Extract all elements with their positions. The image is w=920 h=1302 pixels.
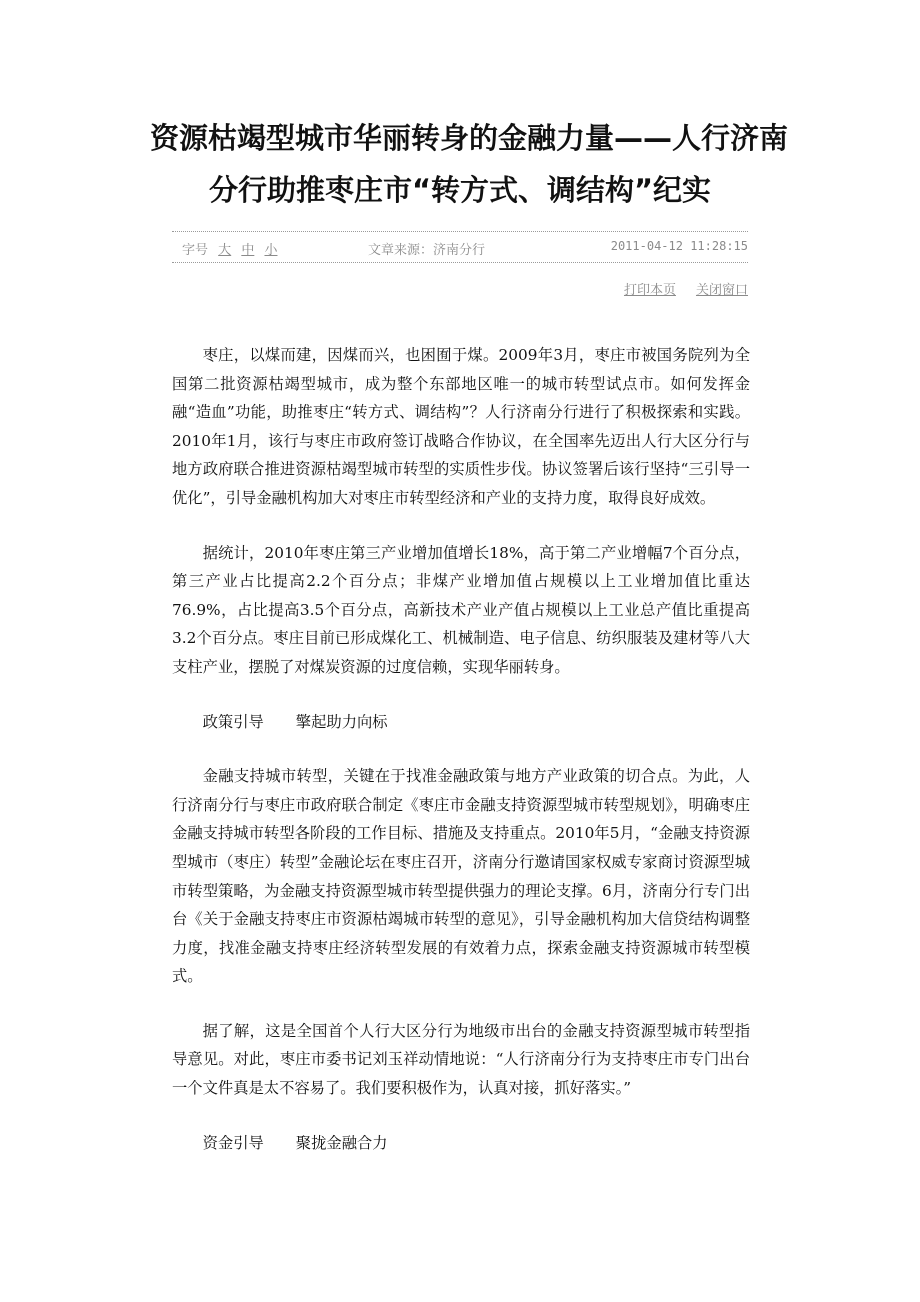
paragraph: 据了解，这是全国首个人行大区分行为地级市出台的金融支持资源型城市转型指导意见。对此，枣庄市委书记刘玉祥动情地说：“人行济南分行为支持枣庄市专门出台一个文件真是太不容易了。我们要积极作为，认真对接，抓好落实。” <box>172 1021 750 1098</box>
print-page-link[interactable]: 打印本页 <box>623 283 676 298</box>
section-heading <box>172 1129 750 1158</box>
meta-divider-bottom <box>172 262 748 263</box>
font-size-label: 字号 <box>182 243 209 258</box>
section-heading <box>172 708 750 737</box>
paragraph: 金融支持城市转型，关键在于找准金融政策与地方产业政策的切合点。为此，人行济南分行与枣庄市政府联合制定《枣庄市金融支持资源型城市转型规划》，明确枣庄金融支持城市转型各阶段的工作目标、措施及支持重点。2010年5月，“金融支持资源型城市（枣庄）转型”金融论坛在枣庄召开，济南分行邀请国家权威专家商讨资源型城市转型策略，为金融支持资源型城市转型提供强力的理论支撑。6月，济南分行专门出台《关于金融支持枣庄市资源枯竭城市转型的意见》，引导金融机构加大信贷结构调整力度，找准金融支持枣庄经济转型发展的有效着力点，探索金融支持资源城市转型模式。 <box>172 767 750 986</box>
close-window-link[interactable]: 关闭窗口 <box>695 283 748 298</box>
font-size-selector <box>182 239 277 258</box>
meta-divider-top <box>172 231 748 232</box>
article-body <box>172 341 750 1183</box>
font-size-large-link[interactable]: 大 <box>218 243 232 258</box>
article-title-line-2: 分行助推枣庄市“转方式、调结构”纪实 <box>208 173 712 207</box>
article-tools <box>624 279 748 298</box>
paragraph: 枣庄，以煤而建，因煤而兴，也困囿于煤。2009年3月，枣庄市被国务院列为全国第二批资源枯竭型城市，成为整个东部地区唯一的城市转型试点市。如何发挥金融“造血”功能，助推枣庄“转方式、调结构”？人行济南分行进行了积极探索和实践。2010年1月，该行与枣庄市政府签订战略合作协议，在全国率先迈出人行大区分行与地方政府联合推进资源枯竭型城市转型的实质性步伐。协议签署后该行坚持“三引导一优化”，引导金融机构加大对枣庄市转型经济和产业的支持力度，取得良好成效。 <box>172 346 750 507</box>
section-heading-part: 擎起助力向标 <box>295 712 388 731</box>
font-size-medium-link[interactable]: 中 <box>241 243 255 258</box>
article-source: 文章来源：济南分行 <box>368 243 486 258</box>
section-heading-part: 资金引导 <box>202 1133 264 1152</box>
paragraph: 据统计，2010年枣庄第三产业增加值增长18%，高于第二产业增幅7个百分点，第三产业占比提高2.2个百分点；非煤产业增加值占规模以上工业增加值比重达76.9%，占比提高3.5个百分点，高新技术产业产值占规模以上工业总产值比重提高3.2个百分点。枣庄目前已形成煤化工、机械制造、电子信息、纺织服装及建材等八大支柱产业，摆脱了对煤炭资源的过度信赖，实现华丽转身。 <box>172 543 750 676</box>
article-meta-bar <box>172 236 748 258</box>
font-size-small-link[interactable]: 小 <box>264 243 278 258</box>
article-datetime: 2011-04-12 11:28:15 <box>610 239 748 253</box>
article-title <box>150 112 789 216</box>
article-title-line-1: 资源枯竭型城市华丽转身的金融力量——人行济南 <box>150 121 789 155</box>
section-heading-part: 政策引导 <box>202 712 264 731</box>
section-heading-part: 聚拢金融合力 <box>295 1133 388 1152</box>
